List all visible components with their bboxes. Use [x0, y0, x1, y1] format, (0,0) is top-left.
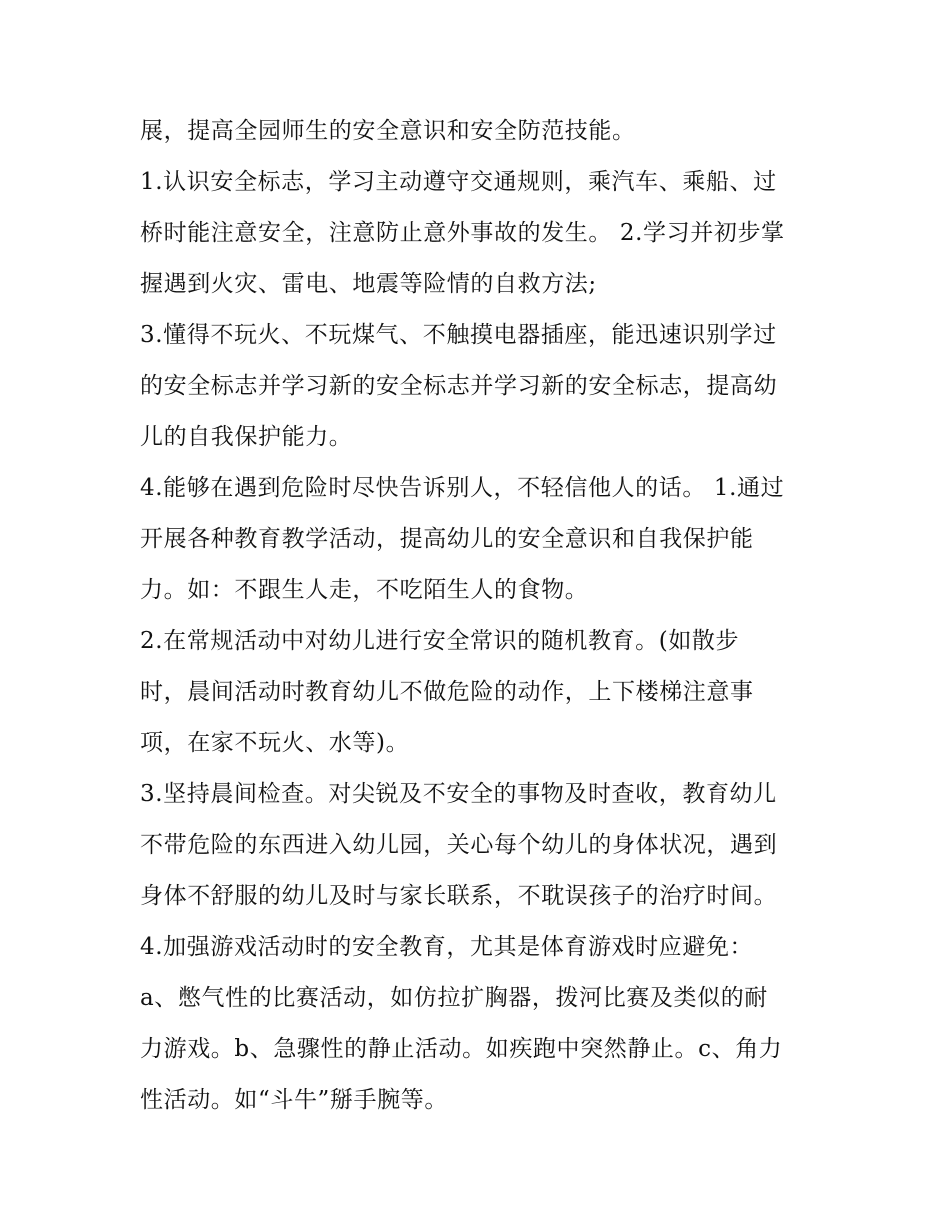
- text-line: 握遇到火灾、雷电、地震等险情的自救方法;: [140, 271, 597, 297]
- text-line: 3.坚持晨间检查。对尖锐及不安全的事物及时查收，教育幼儿: [140, 781, 777, 807]
- text-line: 3.懂得不玩火、不玩煤气、不触摸电器插座，能迅速识别学过: [140, 322, 777, 348]
- text-line: a、憋气性的比赛活动，如仿拉扩胸器，拨河比赛及类似的耐: [140, 985, 768, 1011]
- text-line: 力游戏。b、急骤性的静止活动。如疾跑中突然静止。c、角力: [140, 1036, 783, 1062]
- text-line: 4.能够在遇到危险时尽快告诉别人，不轻信他人的话。 1.通过: [140, 475, 785, 501]
- text-line: 2.在常规活动中对幼儿进行安全常识的随机教育。(如散步: [140, 628, 740, 654]
- text-line: 展，提高全园师生的安全意识和安全防范技能。: [140, 118, 636, 144]
- text-line: 开展各种教育教学活动，提高幼儿的安全意识和自我保护能: [140, 526, 754, 552]
- body-text: [140, 108, 840, 1128]
- text-line: 4.加强游戏活动时的安全教育，尤其是体育游戏时应避免：: [140, 934, 754, 960]
- text-line: 1.认识安全标志，学习主动遵守交通规则，乘汽车、乘船、过: [140, 169, 777, 195]
- text-line: 的安全标志并学习新的安全标志并学习新的安全标志，提高幼: [140, 373, 778, 399]
- text-line: 性活动。如“斗牛”掰手腕等。: [140, 1087, 448, 1113]
- text-line: 力。如：不跟生人走，不吃陌生人的食物。: [140, 577, 589, 603]
- text-line: 身体不舒服的幼儿及时与家长联系，不耽误孩子的治疗时间。: [140, 883, 778, 909]
- text-line: 儿的自我保护能力。: [140, 424, 353, 450]
- text-line: 桥时能注意安全，注意防止意外事故的发生。 2.学习并初步掌: [140, 220, 785, 246]
- text-line: 时，晨间活动时教育幼儿不做危险的动作，上下楼梯注意事: [140, 679, 754, 705]
- text-line: 项，在家不玩火、水等)。: [140, 730, 410, 756]
- text-line: 不带危险的东西进入幼儿园，关心每个幼儿的身体状况，遇到: [140, 832, 778, 858]
